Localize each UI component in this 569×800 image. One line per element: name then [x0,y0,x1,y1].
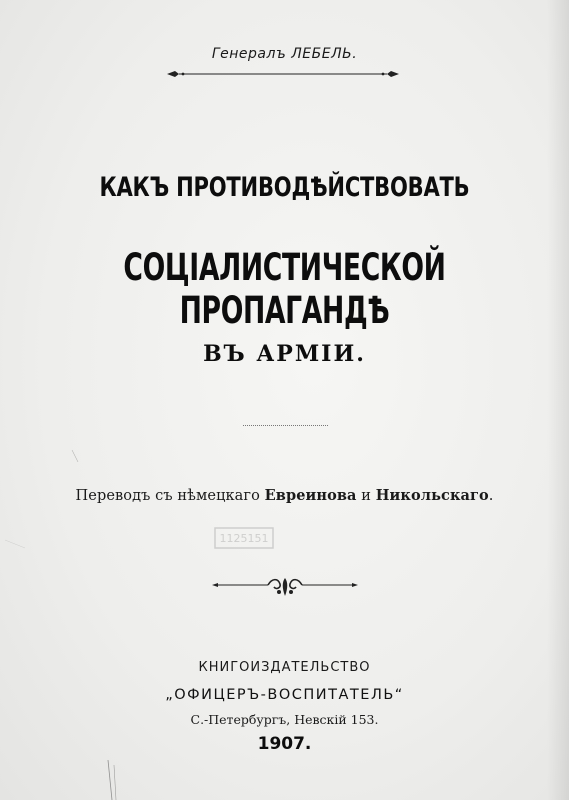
translation-prefix: Переводъ съ нѣмецкаго [75,488,265,504]
central-ornament [210,574,360,600]
translation-suffix: . [488,488,494,504]
publication-year: 1907. [257,734,312,754]
author-line: Генералъ ЛЕБЕЛЬ. [211,46,358,62]
dotted-divider [243,425,328,426]
title-line-2: СОЦІАЛИСТИЧЕСКОЙ ПРОПАГАНДѢ [123,246,446,332]
title-line-3: ВЪ АРМІИ. [203,341,366,367]
translator-1: Евреинова [264,487,357,504]
library-stamp-mark [214,527,274,549]
svg-text:1125151: 1125151 [219,532,269,545]
top-ornament-rule [165,67,401,81]
title-line-1: КАКЪ ПРОТИВОДѢЙСТВОВАТЬ [99,172,470,203]
translator-2: Никольскаго [375,487,489,504]
press-name: „ОФИЦЕРЪ-ВОСПИТАТЕЛЬ“ [165,687,404,703]
city-address: С.-Петербургъ, Невскій 153. [190,712,379,727]
translation-credit [0,487,569,504]
translation-conj: и [356,488,376,504]
page-edge-shadow [547,0,569,800]
publisher-label: КНИГОИЗДАТЕЛЬСТВО [198,660,371,675]
